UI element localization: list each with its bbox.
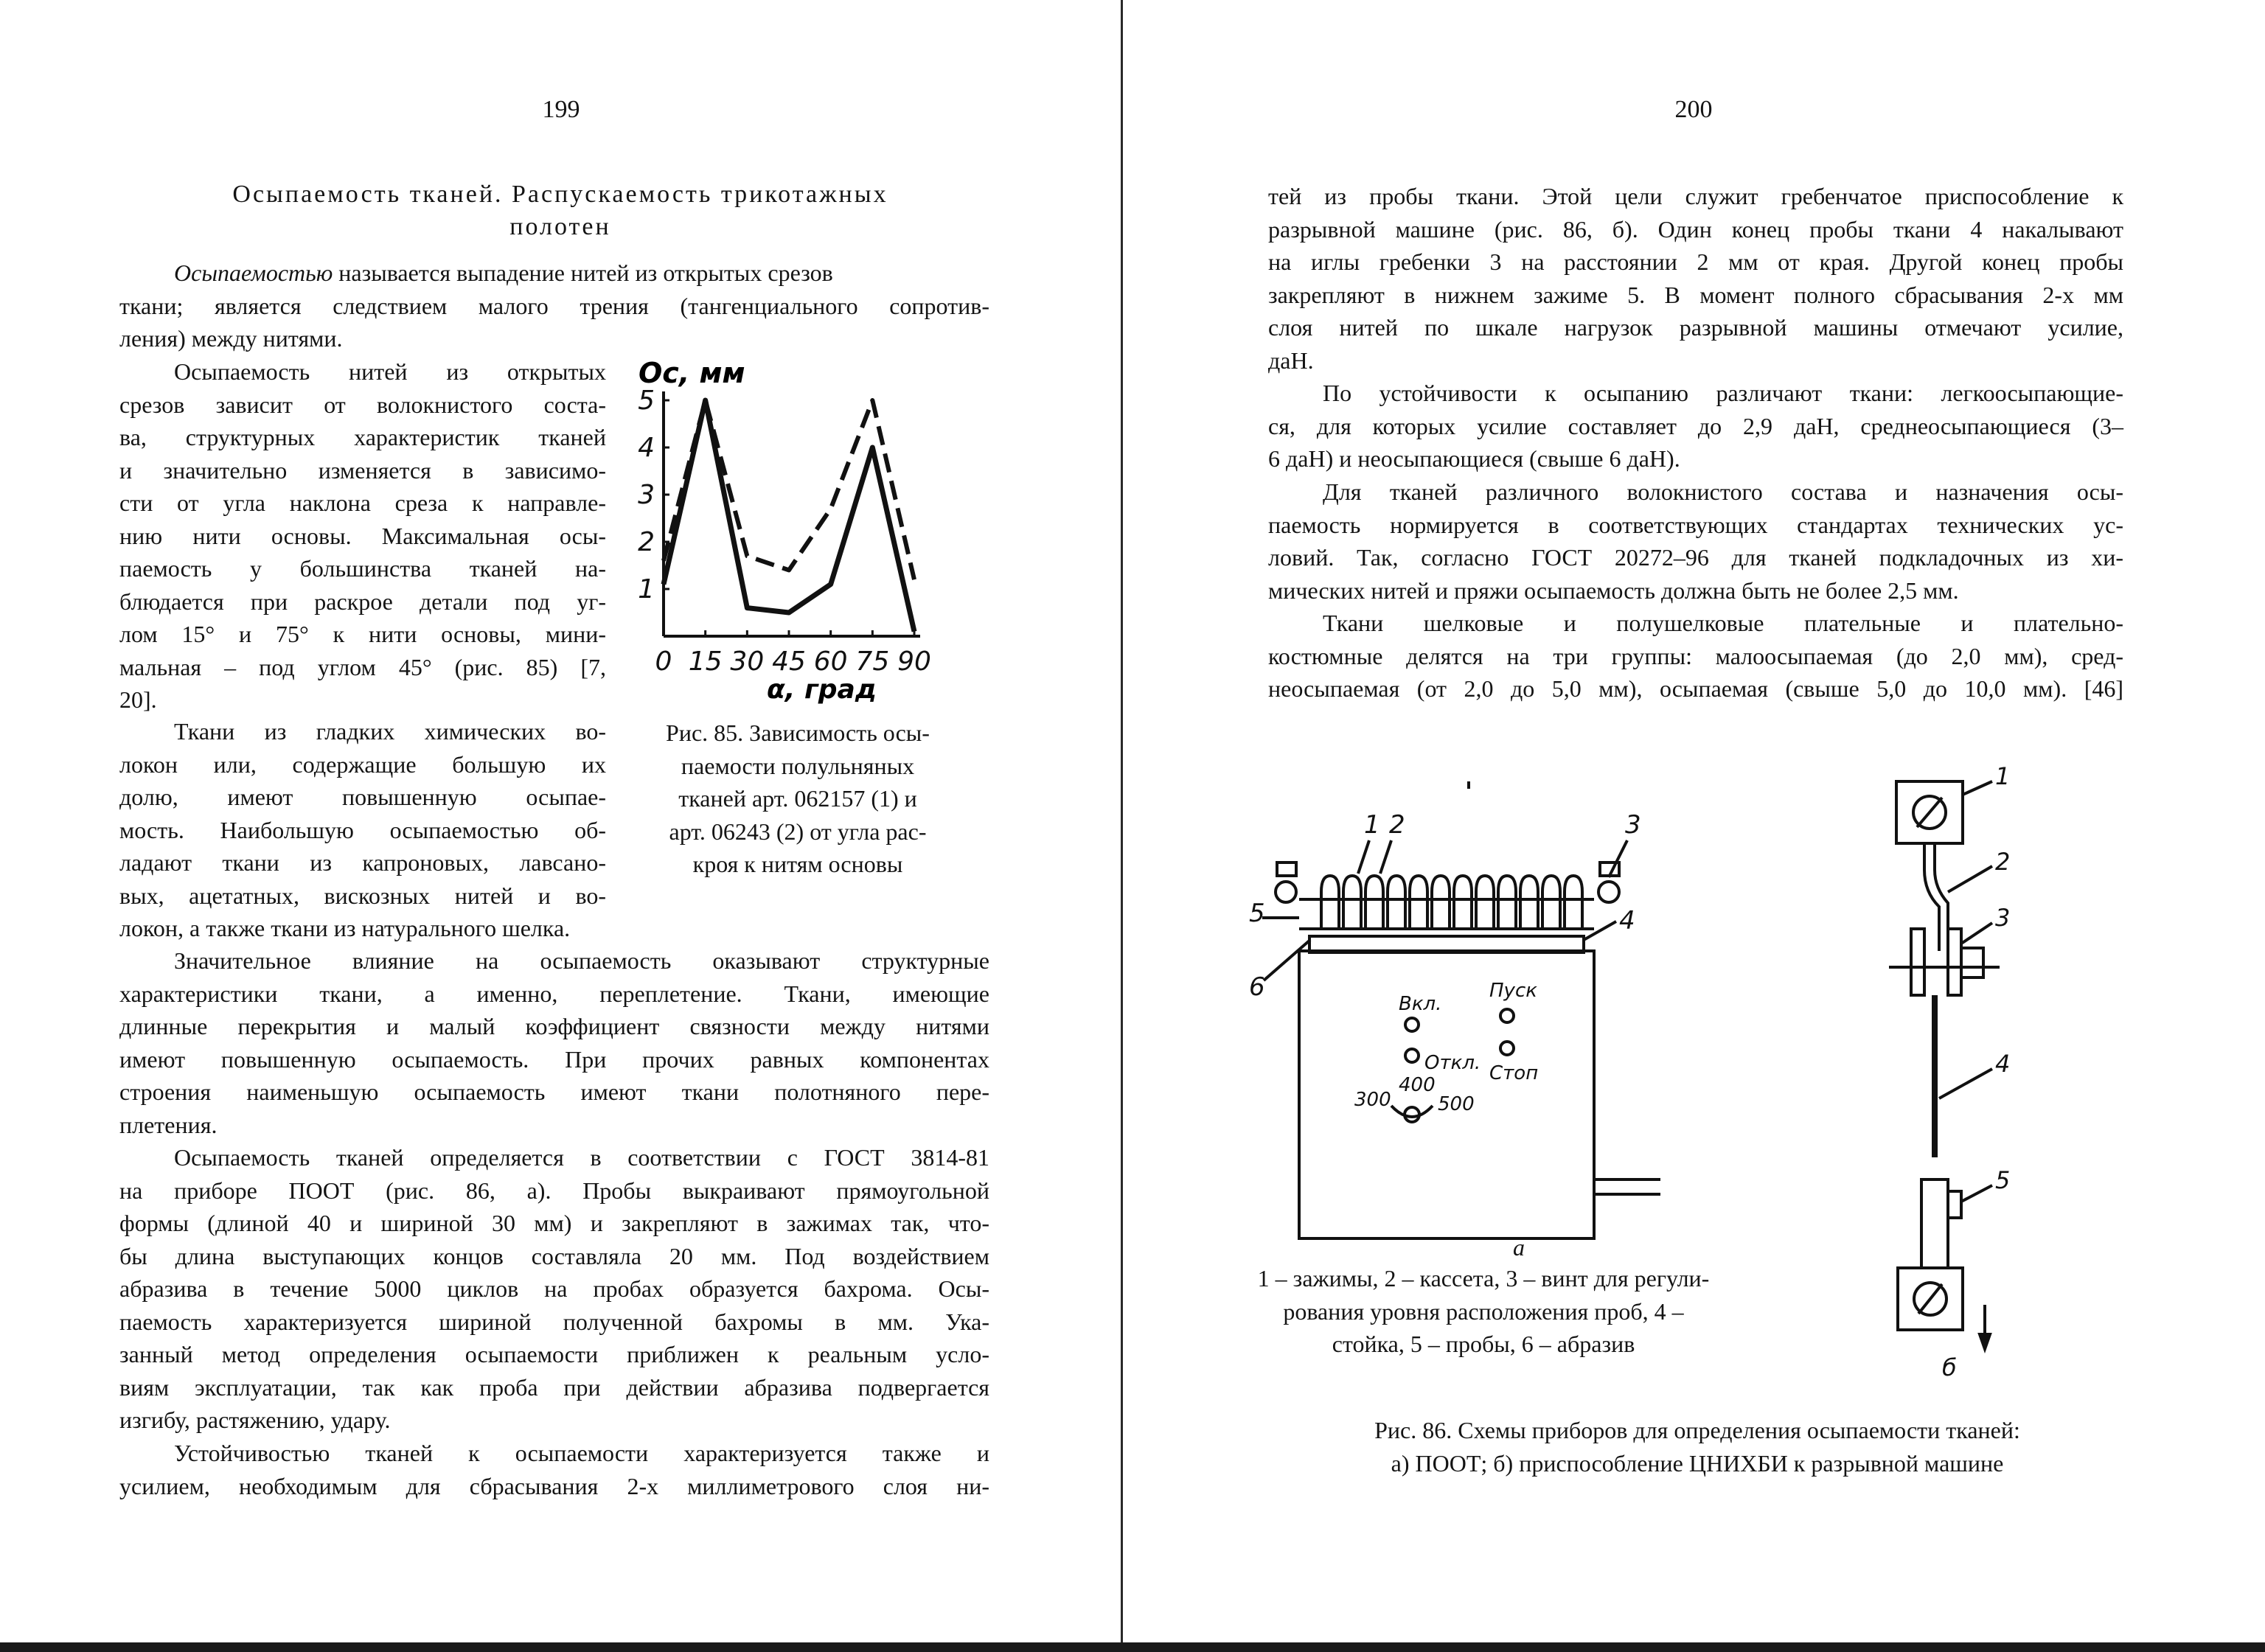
dial-300: 300 bbox=[1354, 1089, 1391, 1111]
text-line: разрывной машине (рис. 86, б). Один конец пробы ткани 4 накалывают bbox=[1268, 215, 2123, 243]
label-off: Откл. bbox=[1424, 1052, 1481, 1074]
term-italic: Осыпаемостью bbox=[174, 259, 333, 286]
text-line: паемость нормируется в соответствующих стандартах технических ус- bbox=[1268, 511, 2123, 538]
x-tick-label: 75 bbox=[855, 646, 890, 677]
callout-4: 4 bbox=[1619, 906, 1635, 935]
left-screw-icon bbox=[1276, 882, 1296, 902]
text-line: даН. bbox=[1268, 346, 1314, 374]
clamp bbox=[1542, 876, 1560, 929]
x-tick-label: 60 bbox=[813, 646, 848, 677]
text-line: ладают ткани из капроновых, лавсано- bbox=[119, 849, 606, 876]
caption-line: тканей арт. 062157 (1) и bbox=[678, 785, 917, 812]
y-tick-label: 4 bbox=[638, 433, 655, 463]
text-line: Устойчивостью тканей к осыпаемости характеризуется также и bbox=[174, 1440, 989, 1466]
clamp bbox=[1365, 876, 1383, 929]
text-line: плетения. bbox=[119, 1111, 218, 1138]
left-page bbox=[0, 0, 1122, 1652]
clamp bbox=[1498, 876, 1516, 929]
text-line: Значительное влияние на осыпаемость оказывают структурные bbox=[174, 947, 989, 974]
section-heading-line-1: Осыпаемость тканей. Распускаемость трикотажных bbox=[232, 181, 888, 208]
text-line: паемость у большинства тканей на- bbox=[119, 555, 606, 582]
text-line: строения наименьшую осыпаемость имеют ткани полотняного пере- bbox=[119, 1078, 989, 1105]
start-button-icon bbox=[1500, 1009, 1514, 1022]
switch-off-icon bbox=[1405, 1049, 1419, 1062]
comb-left bbox=[1911, 929, 1924, 995]
x-tick-label: 30 bbox=[730, 646, 765, 677]
callout-4: 4 bbox=[1995, 1050, 2011, 1078]
text-line: имеют повышенную осыпаемость. При прочих равных компонентах bbox=[119, 1045, 989, 1073]
text-line: ткани; является следствием малого трения (тангенциального сопротив- bbox=[119, 293, 989, 319]
callout-3: 3 bbox=[1995, 904, 2011, 932]
adjust-screw-icon bbox=[1598, 882, 1619, 902]
callout-2: 2 bbox=[1389, 810, 1405, 840]
text-line: локон или, содержащие большую их bbox=[119, 750, 606, 778]
callout-1: 1 bbox=[1995, 762, 2011, 790]
fig86a-label: а bbox=[1513, 1234, 1525, 1261]
text-line: тей из пробы ткани. Этой цели служит гребенчатое приспособление к bbox=[1268, 183, 2123, 209]
caption-line: Рис. 85. Зависимость осы- bbox=[666, 719, 930, 746]
clamp bbox=[1476, 876, 1494, 929]
lower-clamp-rod bbox=[1921, 1179, 1948, 1268]
text-line: длинные перекрытия и малый коэффициент связности между нитями bbox=[119, 1013, 989, 1039]
text-line: По устойчивости к осыпанию различают ткани: легкоосыпающие- bbox=[1323, 380, 2123, 406]
text-line: 6 даН) и неосыпающиеся (свыше 6 даН). bbox=[1268, 445, 1680, 472]
text-line: виям эксплуатации, так как проба при действии абразива подвергается bbox=[119, 1373, 989, 1401]
text-line: Ткани шелковые и полушелковые плательные и плательно- bbox=[1323, 610, 2123, 636]
text-line: мальная – под углом 45° (рис. 85) [7, bbox=[119, 653, 606, 680]
text-line: и значительно изменяется в зависимо- bbox=[119, 456, 606, 484]
text-line: бы длина выступающих концов составляла 20 мм. Под воздействием bbox=[119, 1242, 989, 1269]
label-start: Пуск bbox=[1489, 980, 1537, 1002]
text-line: ва, структурных характеристик тканей bbox=[119, 424, 606, 450]
callout-5: 5 bbox=[1995, 1166, 2011, 1194]
text-line: костюмные делятся на три группы: малоосыпаемая (до 2,0 мм), сред- bbox=[1268, 642, 2123, 669]
text-line: Для тканей различного волокнистого состава и назначения осы- bbox=[1323, 478, 2123, 505]
text-line: локон, а также ткани из натурального шелка. bbox=[119, 915, 571, 941]
x-tick-label: 15 bbox=[688, 646, 723, 677]
chart-series bbox=[664, 400, 914, 632]
text-line: формы (длиной 40 и шириной 30 мм) и закрепляют в зажимах так, что- bbox=[119, 1210, 989, 1236]
callout-1: 1 bbox=[1364, 810, 1380, 840]
text-line: мость. Наибольшую осыпаемостью об- bbox=[119, 816, 606, 843]
callout-2: 2 bbox=[1995, 848, 2011, 876]
text-line: на иглы гребенки 3 на расстоянии 2 мм от края. Другой конец пробы bbox=[1268, 248, 2123, 275]
caption-line: арт. 06243 (2) от угла рас- bbox=[669, 818, 927, 845]
text-line: Осыпаемость нитей из открытых bbox=[174, 358, 606, 385]
x-tick-label: 90 bbox=[897, 646, 931, 677]
text-line: занный метод определения осыпаемости приближен к реальным усло- bbox=[119, 1341, 989, 1367]
text-line: вых, ацетатных, вискозных нитей и во- bbox=[119, 882, 606, 909]
callout-5: 5 bbox=[1249, 899, 1265, 928]
page-number: 199 bbox=[542, 96, 580, 123]
y-axis-label: Ос, мм bbox=[639, 358, 745, 389]
label-on: Вкл. bbox=[1399, 993, 1442, 1015]
y-tick-label: 1 bbox=[638, 574, 655, 604]
switch-on-icon bbox=[1405, 1018, 1419, 1031]
x-axis-label: α, град bbox=[767, 675, 877, 705]
text-line: закрепляют в нижнем зажиме 5. В момент полного сбрасывания 2-х мм bbox=[1268, 281, 2123, 308]
clamp bbox=[1343, 876, 1361, 929]
clamp bbox=[1410, 876, 1427, 929]
y-tick-label: 3 bbox=[638, 480, 655, 510]
caption-line: рования уровня расположения проб, 4 – bbox=[1283, 1297, 1684, 1325]
y-tick-label: 2 bbox=[638, 527, 655, 557]
clamp bbox=[1321, 876, 1339, 929]
clamps-row bbox=[1321, 876, 1582, 929]
caption-line: Рис. 86. Схемы приборов для определения осыпаемости тканей: bbox=[1374, 1417, 2020, 1443]
fig86b-label: б bbox=[1942, 1353, 1957, 1381]
text-line: неосыпаемая (от 2,0 до 5,0 мм), осыпаемая (свыше 5,0 до 10,0 мм). [46] bbox=[1268, 675, 2123, 702]
series-line-1 bbox=[664, 400, 914, 632]
callout-3: 3 bbox=[1625, 810, 1641, 840]
section-heading-line-2: полотен bbox=[509, 213, 611, 240]
caption-line: стойка, 5 – пробы, 6 – абразив bbox=[1332, 1331, 1635, 1357]
caption-line: кроя к нитям основы bbox=[692, 851, 903, 877]
caption-line: а) ПООТ; б) приспособление ЦНИХБИ к разрывной машине bbox=[1391, 1449, 2004, 1477]
chart-ticks bbox=[638, 386, 931, 677]
fig86a-poot-device bbox=[1248, 781, 1705, 1261]
dial-500: 500 bbox=[1438, 1093, 1475, 1115]
clamp bbox=[1454, 876, 1472, 929]
text-line: ся, для которых усилие составляет до 2,9 даН, среднеосыпающиеся (3– bbox=[1268, 412, 2123, 439]
caption-line: паемости полульняных bbox=[681, 752, 915, 779]
text-line: 20]. bbox=[119, 686, 157, 713]
page-number: 200 bbox=[1674, 96, 1713, 123]
clamp bbox=[1520, 876, 1538, 929]
text-line: ления) между нитями. bbox=[119, 325, 343, 352]
text-line: изгибу, растяжению, удару. bbox=[119, 1407, 391, 1433]
text-line: ловий. Так, согласно ГОСТ 20272–96 для тканей подкладочных из хи- bbox=[1268, 544, 2123, 571]
label-stop: Стоп bbox=[1489, 1062, 1539, 1084]
x-tick-label: 0 bbox=[655, 646, 672, 677]
text-line: лом 15° и 75° к нити основы, мини- bbox=[119, 621, 606, 647]
text-line: Осыпаемость тканей определяется в соответствии с ГОСТ 3814-81 bbox=[174, 1144, 989, 1171]
comb-right bbox=[1948, 929, 1961, 995]
text-line: мических нитей и пряжи осыпаемость должна быть не более 2,5 мм. bbox=[1268, 576, 1959, 604]
text-line: характеристики ткани, а именно, переплетение. Ткани, имеющие bbox=[119, 980, 989, 1007]
fig86b-fixture bbox=[1889, 759, 2036, 1393]
text-line: абразива в течение 5000 циклов на пробах образуется бахрома. Осы- bbox=[119, 1275, 989, 1302]
intro-first-line bbox=[174, 257, 833, 289]
text-line: паемость характеризуется шириной полученной бахромы в мм. Ука- bbox=[119, 1308, 989, 1335]
text-line: нию нити основы. Максимальная осы- bbox=[119, 522, 606, 549]
text-line: срезов зависит от волокнистого соста- bbox=[119, 391, 606, 418]
dial-400: 400 bbox=[1399, 1074, 1436, 1096]
caption-line: 1 – зажимы, 2 – кассета, 3 – винт для регули- bbox=[1257, 1265, 1710, 1292]
x-tick-label: 45 bbox=[772, 646, 806, 677]
cassette-rod bbox=[1924, 843, 1939, 951]
text-line: на приборе ПООТ (рис. 86, а). Пробы выкраивают прямоугольной bbox=[119, 1177, 989, 1204]
right-page bbox=[1122, 0, 2265, 1652]
y-tick-label: 5 bbox=[638, 386, 655, 416]
scan-bottom-edge bbox=[0, 1642, 2265, 1652]
text-line: долю, имеют повышенную осыпае- bbox=[119, 784, 606, 810]
text-line: блюдается при раскрое детали под уг- bbox=[119, 588, 606, 615]
stop-button-icon bbox=[1500, 1042, 1514, 1055]
intro-first-line-text: называется выпадение нитей из открытых срезов bbox=[338, 259, 833, 286]
clamp bbox=[1565, 876, 1582, 929]
clamp bbox=[1388, 876, 1405, 929]
clamp bbox=[1432, 876, 1450, 929]
text-line: Ткани из гладких химических во- bbox=[174, 718, 606, 745]
text-line: сти от угла наклона среза к направле- bbox=[119, 489, 606, 516]
chart-axes bbox=[664, 391, 920, 636]
callout-6: 6 bbox=[1249, 972, 1265, 1002]
fig85-chart bbox=[619, 358, 981, 711]
text-line: слоя нитей по шкале нагрузок разрывной машины отмечают усилие, bbox=[1268, 314, 2123, 341]
text-line: усилием, необходимым для сбрасывания 2-х миллиметрового слоя ни- bbox=[119, 1472, 989, 1499]
